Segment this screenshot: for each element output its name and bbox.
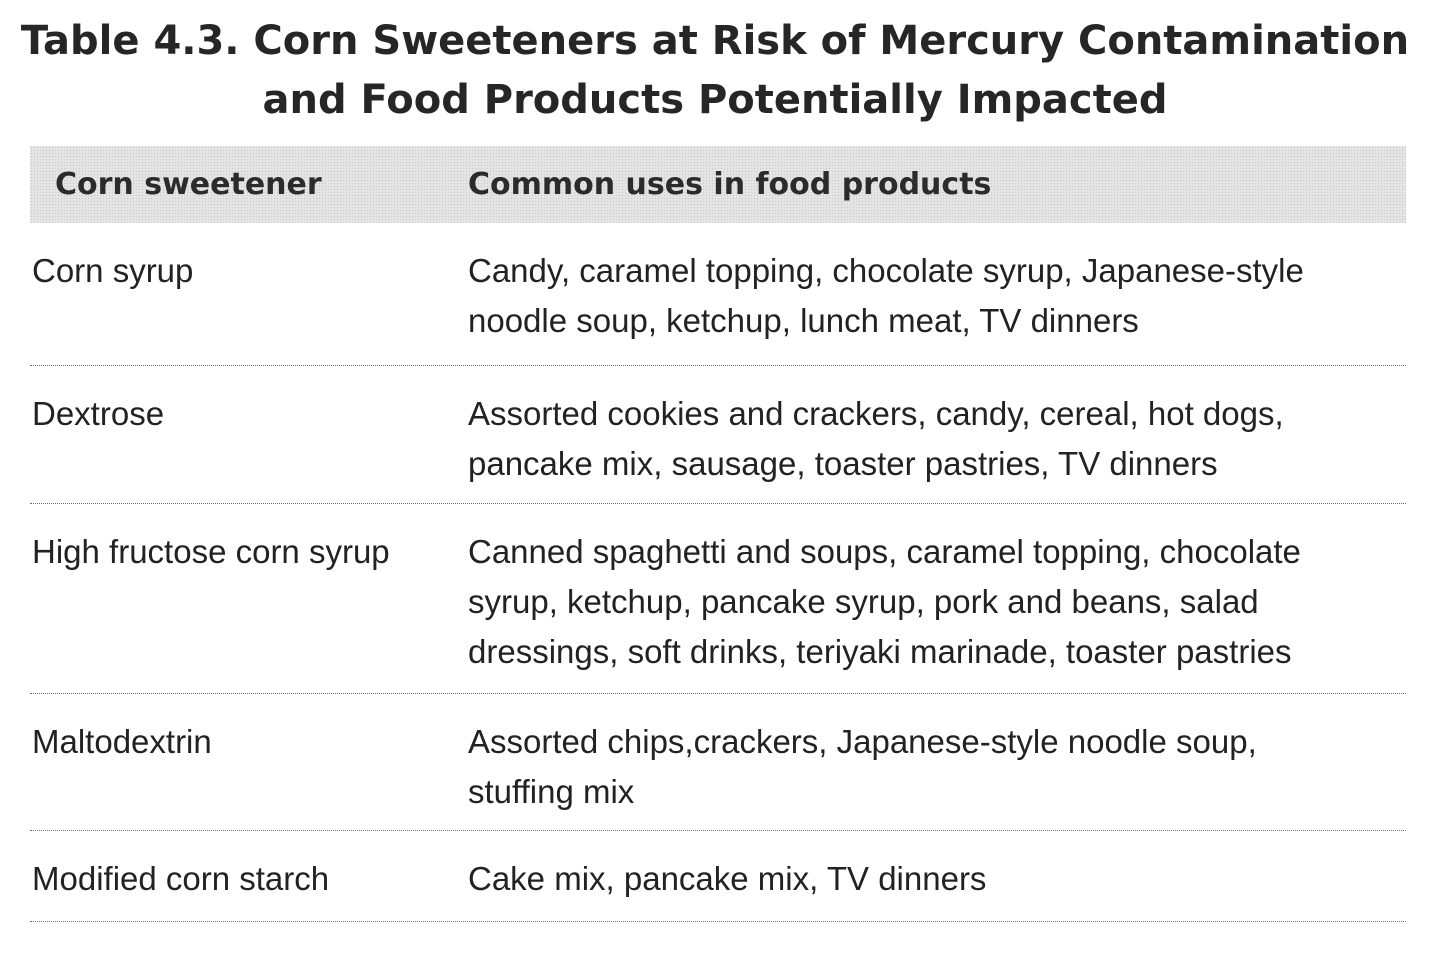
uses-cell: Cake mix, pancake mix, TV dinners bbox=[468, 860, 987, 897]
uses-cell: Assorted chips,crackers, Japanese-style noodle soup, stuffing mix bbox=[468, 723, 1257, 810]
sweeteners-table bbox=[30, 146, 1406, 922]
sweetener-cell: Dextrose bbox=[32, 395, 165, 432]
table-title-line-1: Table 4.3. Corn Sweeteners at Risk of Mercury Contamination bbox=[20, 18, 1410, 64]
sweetener-cell: High fructose corn syrup bbox=[32, 533, 390, 570]
sweetener-cell: Modified corn starch bbox=[32, 860, 330, 897]
table-row bbox=[30, 831, 1406, 922]
table-title bbox=[0, 12, 1430, 130]
table-row bbox=[30, 366, 1406, 504]
table-title-line-2: and Food Products Potentially Impacted bbox=[262, 77, 1168, 123]
table-row bbox=[30, 223, 1406, 366]
header-corn-sweetener: Corn sweetener bbox=[55, 167, 322, 202]
uses-cell: Candy, caramel topping, chocolate syrup, Japanese-style noodle soup, ketchup, lunch meat, TV dinners bbox=[468, 252, 1304, 339]
header-common-uses: Common uses in food products bbox=[468, 167, 992, 202]
uses-cell: Assorted cookies and crackers, candy, cereal, hot dogs, pancake mix, sausage, toaster pastries, TV dinners bbox=[468, 395, 1284, 482]
table-header-row bbox=[30, 146, 1406, 223]
uses-cell: Canned spaghetti and soups, caramel topping, chocolate syrup, ketchup, pancake syrup, pork and beans, salad dressings, soft drinks, teriyaki marinade, toaster pastries bbox=[468, 533, 1301, 670]
sweetener-cell: Corn syrup bbox=[32, 252, 194, 289]
table-row bbox=[30, 694, 1406, 831]
sweetener-cell: Maltodextrin bbox=[32, 723, 212, 760]
table-row bbox=[30, 504, 1406, 694]
